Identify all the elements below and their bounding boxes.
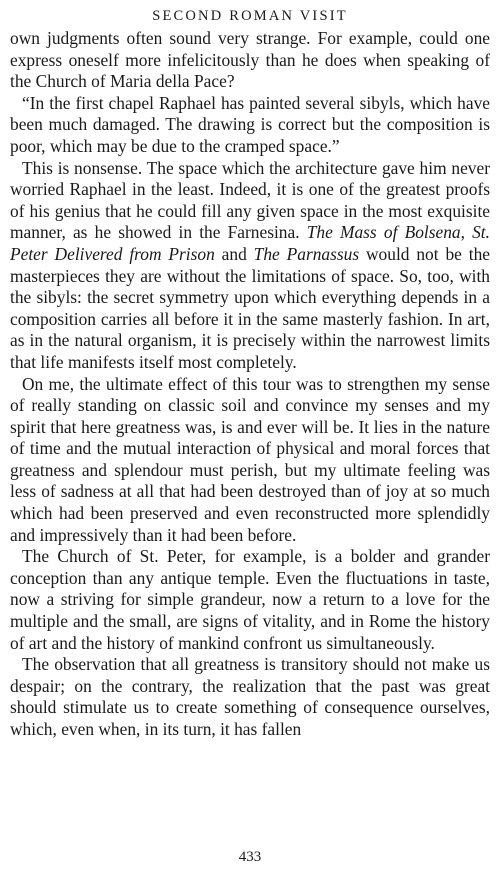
- text-run: The Church of St. Peter, for example, is a bolder and grander conception than any antique temple. Even the fluctuations in taste, now a striving for simple grandeur, now a return to a love for the multiple and the small, are signs of vitality, and in Rome the history of art and the history of mankind confront us simultaneously.: [10, 546, 490, 653]
- text-run: The observation that all greatness is transitory should not make us despair; on the contrary, the realization that the past was great should stimulate us to create something of consequence ourselves, which, even when, in its turn, it has fallen: [10, 654, 490, 739]
- italic-title: The Parnassus: [253, 243, 360, 264]
- text-run: and: [214, 243, 254, 264]
- italic-title: St. Peter Delivered from Prison: [10, 222, 490, 264]
- body-text: [10, 28, 490, 741]
- page-number: 433: [238, 849, 262, 865]
- paragraph: [10, 374, 490, 547]
- paragraph: [10, 93, 490, 158]
- running-head: SECOND ROMAN VISIT: [152, 8, 348, 24]
- paragraph: [10, 654, 490, 740]
- text-run: ,: [460, 222, 473, 243]
- text-run: On me, the ultimate effect of this tour was to strengthen my sense of really standing on classic soil and convince my senses and my spirit that here greatness was, is and ever will be. It lies in the nature of time and the mutual interaction of physical and moral forces that greatness and splendour must perish, but my ultimate feeling was less of sadness at all that had been destroyed than of joy at so much which had been preserved and even reconstructed more splendidly and impressively than it had been before.: [10, 373, 490, 545]
- text-run: would not be the masterpieces they are without the limitations of space. So, too, with the sibyls: the secret symmetry upon which everything depends in a composition carries all before it in the same masterly fashion. In art, as in the natural organism, it is precisely within the narrowest limits that life manifests itself most completely.: [10, 243, 490, 372]
- text-run: This is nonsense. The space which the architecture gave him never worried Raphael in the least. Indeed, it is one of the greatest proofs of his genius that he could fill any given space in the most exquisite manner, as he showed in the Farnesina.: [10, 157, 490, 243]
- paragraph: [10, 546, 490, 654]
- text-run: own judgments often sound very strange. For example, could one express oneself more infelicitously than he does when speaking of the Church of Maria della Pace?: [10, 28, 490, 92]
- paragraph: [10, 28, 490, 93]
- italic-title: The Mass of Bolsena: [306, 222, 461, 243]
- text-run: “In the first chapel Raphael has painted several sibyls, which have been much damaged. The drawing is correct but the composition is poor, which may be due to the cramped space.”: [10, 92, 490, 156]
- paragraph: [10, 158, 490, 374]
